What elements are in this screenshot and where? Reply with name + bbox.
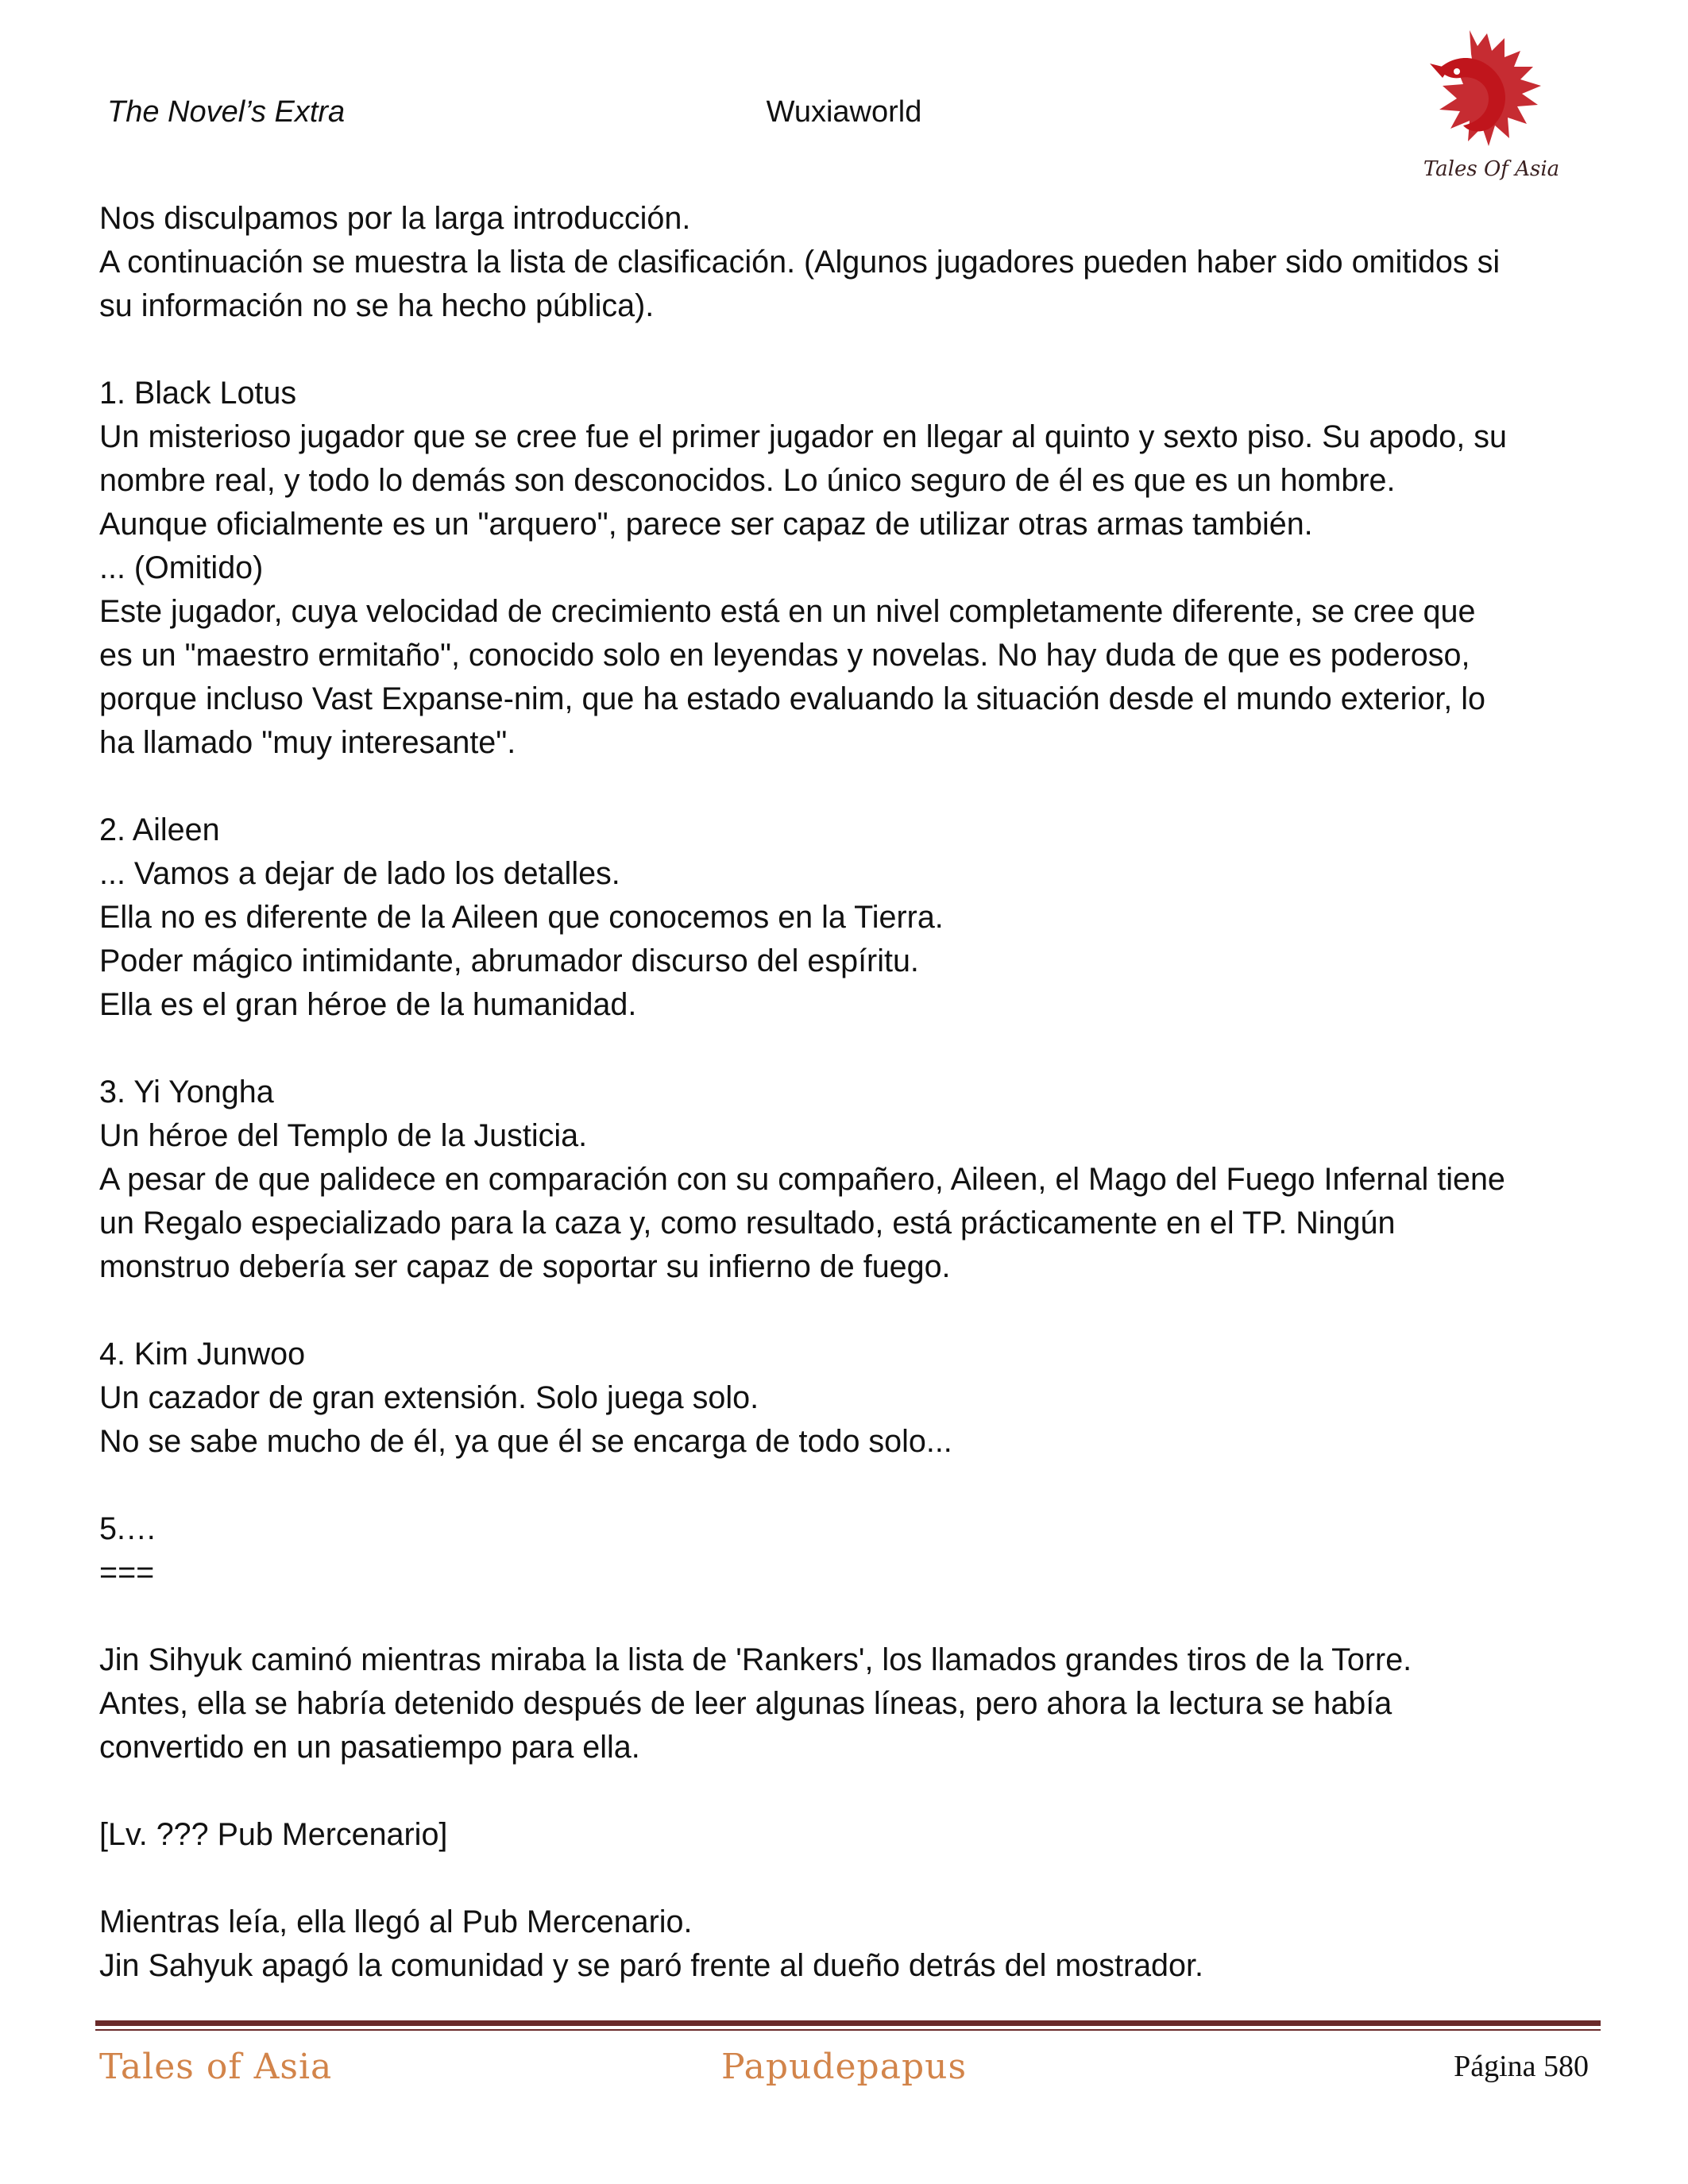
ranking-heading: 3. Yi Yongha [99,1075,274,1109]
text-line: Poder mágico intimidante, abrumador discurso del espíritu. [99,943,919,978]
text-line: Mientras leía, ella llegó al Pub Mercenario. [99,1904,693,1939]
footer-author: Papudepapus [720,2047,968,2087]
blank-line [99,1027,1593,1071]
text-line: su información no se ha hecho pública). [99,288,655,323]
logo-text: Tales Of Asia [1423,157,1560,181]
blank-line [99,1464,1593,1507]
text-line: un Regalo especializado para la caza y, como resultado, está prácticamente en el TP. Ningún [99,1206,1396,1241]
ranking-heading: 2. Aileen [99,812,220,847]
text-line: es un "maestro ermitaño", conocido solo en leyendas y novelas. No hay duda de que es poderoso, [99,638,1470,673]
text-line: porque incluso Vast Expanse-nim, que ha estado evaluando la situación desde el mundo exterior, lo [99,681,1485,716]
tales-of-asia-logo [1422,22,1561,189]
blank-line [99,765,1593,808]
blank-line [99,1769,1593,1813]
footer-rule [95,2020,1601,2026]
book-title: The Novel’s Extra [107,95,346,129]
text-line: Un misterioso jugador que se cree fue el primer jugador en llegar al quinto y sexto piso. Su apodo, su [99,419,1507,454]
text-line: Antes, ella se habría detenido después de leer algunas líneas, pero ahora la lectura se había [99,1686,1393,1721]
footer-rule-thin [95,2029,1601,2031]
text-line: No se sabe mucho de él, ya que él se encarga de todo solo... [99,1424,952,1459]
text-line: ... (Omitido) [99,550,264,585]
text-line: Nos disculpamos por la larga introducción. [99,201,691,236]
ranking-heading: 1. Black Lotus [99,376,297,411]
text-line: convertido en un pasatiempo para ella. [99,1730,640,1765]
dragon-icon [1422,22,1561,157]
blank-line [99,1857,1593,1900]
text-line: Jin Sahyuk apagó la comunidad y se paró frente al dueño detrás del mostrador. [99,1948,1203,1983]
text-line: Un cazador de gran extensión. Solo juega solo. [99,1380,759,1415]
text-line: [Lv. ??? Pub Mercenario] [99,1817,448,1852]
page-number: Página 580 [1454,2050,1589,2083]
text-line: Aunque oficialmente es un "arquero", parece ser capaz de utilizar otras armas también. [99,507,1313,542]
text-line: ha llamado "muy interesante". [99,725,516,760]
blank-line [99,1595,1593,1638]
text-line: Este jugador, cuya velocidad de crecimiento está en un nivel completamente diferente, se cree que [99,594,1476,629]
text-line: nombre real, y todo lo demás son desconocidos. Lo único seguro de él es que es un hombre. [99,463,1396,498]
ranking-heading: 5.… [99,1511,157,1546]
text-line: Jin Sihyuk caminó mientras miraba la lista de 'Rankers', los llamados grandes tiros de la Torre. [99,1642,1412,1677]
text-line: ... Vamos a dejar de lado los detalles. [99,856,620,891]
text-line: Un héroe del Templo de la Justicia. [99,1118,588,1153]
blank-line [99,1289,1593,1333]
ranking-heading: 4. Kim Junwoo [99,1337,306,1372]
text-line: Ella es el gran héroe de la humanidad. [99,987,637,1022]
text-line: A pesar de que palidece en comparación con su compañero, Aileen, el Mago del Fuego Infernal tiene [99,1162,1505,1197]
footer-site-name: Tales of Asia [99,2047,333,2087]
text-line: A continuación se muestra la lista de clasificación. (Algunos jugadores pueden haber sido omitidos si [99,245,1501,280]
blank-line [99,328,1593,372]
site-name: Wuxiaworld [766,95,922,129]
page-body [99,197,1593,1988]
text-line: monstruo debería ser capaz de soportar su infierno de fuego. [99,1249,951,1284]
separator-line: === [99,1555,155,1590]
text-line: Ella no es diferente de la Aileen que conocemos en la Tierra. [99,900,944,935]
